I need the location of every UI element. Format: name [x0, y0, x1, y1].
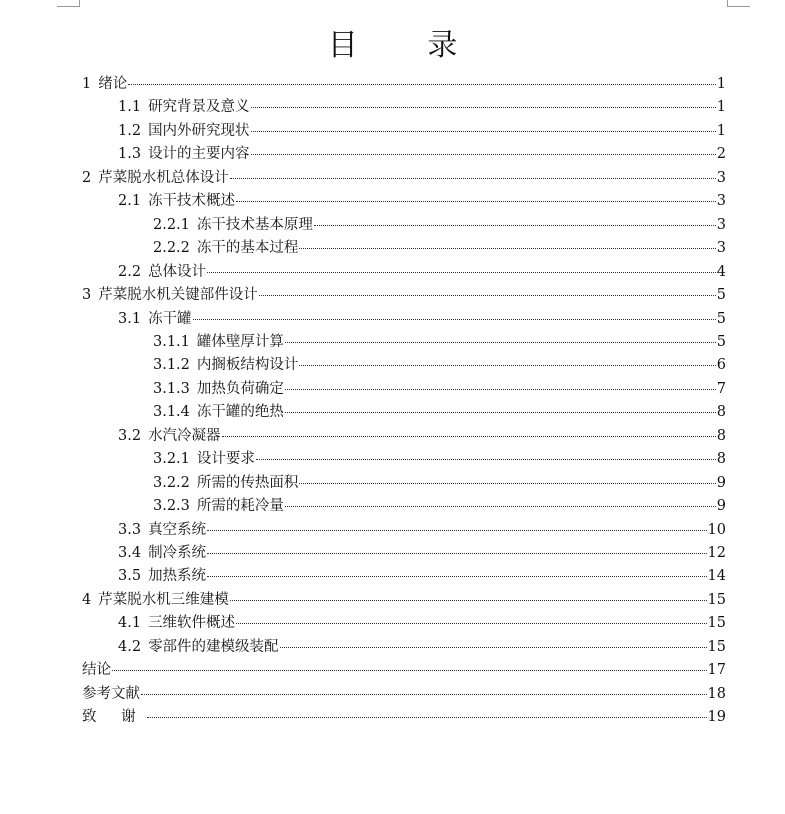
- toc-dot-leader: [299, 365, 715, 366]
- toc-entry-title: 参考文献: [82, 685, 140, 702]
- toc-entry-number: 2.1: [118, 193, 142, 210]
- toc-entry-page-number: 14: [707, 568, 726, 585]
- toc-dot-leader: [207, 530, 706, 531]
- toc-entry-number: 2: [82, 169, 92, 186]
- toc-dot-leader: [285, 506, 716, 507]
- toc-dot-leader: [256, 459, 716, 460]
- toc-dot-leader: [280, 647, 707, 648]
- toc-dot-leader: [236, 623, 706, 624]
- toc-entry-page-number: 2: [716, 146, 726, 163]
- toc-entry[interactable]: [118, 191, 726, 211]
- toc-dot-leader: [147, 717, 707, 718]
- toc-entry-number: 4: [82, 591, 92, 608]
- toc-entry[interactable]: [118, 426, 726, 446]
- toc-entry-number: 3.2.3: [153, 498, 190, 515]
- toc-entry-page-number: 12: [707, 545, 726, 561]
- toc-entry-page-number: 4: [716, 263, 726, 280]
- toc-entry-title: 芹菜脱水机关键部件设计: [98, 287, 258, 304]
- toc-entry-page-number: 15: [707, 591, 726, 608]
- toc-dot-leader: [230, 600, 707, 601]
- toc-entry-page-number: 15: [707, 638, 726, 655]
- toc-dot-leader: [207, 553, 706, 554]
- toc-dot-leader: [259, 295, 716, 296]
- toc-entry-number: 1: [82, 76, 92, 92]
- toc-dot-leader: [299, 483, 715, 484]
- toc-entry-number: 3.4: [118, 545, 142, 561]
- toc-entry-page-number: 17: [707, 662, 726, 679]
- toc-entry[interactable]: [153, 215, 726, 235]
- toc-dot-leader: [314, 225, 716, 226]
- toc-entry-page-number: 8: [716, 427, 726, 444]
- toc-entry-page-number: 5: [716, 310, 726, 327]
- toc-entry-number: 3.1: [118, 310, 142, 327]
- toc-entry-title: 研究背景及意义: [148, 99, 250, 116]
- toc-entry[interactable]: [82, 684, 726, 704]
- toc-dot-leader: [285, 342, 716, 343]
- toc-entry-title: 三维软件概述: [148, 615, 236, 632]
- page-corner-mark-left: [57, 0, 80, 7]
- toc-entry-page-number: 15: [707, 615, 726, 632]
- toc-entry[interactable]: [82, 660, 726, 680]
- toc-entry-number: 3.1.1: [153, 333, 190, 350]
- toc-entry-number: 1.2: [118, 122, 142, 139]
- toc-entry-title: 内搁板结构设计: [196, 357, 299, 374]
- toc-entry-page-number: 9: [716, 498, 726, 515]
- toc-entry[interactable]: [153, 402, 726, 422]
- toc-entry-page-number: 9: [716, 474, 726, 491]
- toc-entry[interactable]: [153, 473, 726, 493]
- toc-entry-page-number: 5: [716, 287, 726, 304]
- toc-entry-page-number: 18: [707, 685, 726, 702]
- toc-entry[interactable]: [118, 637, 726, 657]
- toc-dot-leader: [251, 107, 716, 108]
- toc-entry-number: 3: [82, 287, 92, 304]
- toc-entry[interactable]: [118, 543, 726, 563]
- toc-entry-page-number: 3: [716, 216, 726, 233]
- toc-entry-page-number: 1: [716, 99, 726, 116]
- toc-entry-title: 绪论: [98, 76, 128, 92]
- toc-entry-title: 零部件的建模级装配: [148, 638, 279, 655]
- toc-entry[interactable]: [153, 238, 726, 258]
- toc-entry[interactable]: [82, 707, 726, 727]
- toc-dot-leader: [251, 154, 716, 155]
- toc-entry[interactable]: [153, 332, 726, 352]
- toc-entry[interactable]: [118, 309, 726, 329]
- toc-entry-title: 国内外研究现状: [148, 122, 250, 139]
- toc-dot-leader: [128, 84, 716, 85]
- toc-dot-leader: [236, 201, 716, 202]
- toc-dot-leader: [222, 436, 716, 437]
- toc-entry[interactable]: [82, 168, 726, 188]
- toc-entry-title: 加热系统: [148, 568, 207, 585]
- toc-dot-leader: [299, 248, 715, 249]
- toc-entry[interactable]: [118, 613, 726, 633]
- toc-entry-page-number: 10: [707, 521, 726, 538]
- toc-entry-number: 3.5: [118, 568, 142, 585]
- toc-entry-page-number: 8: [716, 404, 726, 421]
- toc-entry[interactable]: [153, 496, 726, 516]
- toc-entry-title: 制冷系统: [148, 545, 207, 561]
- toc-entry-title: 水汽冷凝器: [148, 427, 221, 444]
- toc-entry-page-number: 8: [716, 451, 726, 468]
- toc-entry-title: 真空系统: [148, 521, 207, 538]
- toc-entry-title: 冻干罐: [148, 310, 192, 327]
- toc-entry[interactable]: [153, 449, 726, 469]
- toc-entry-page-number: 3: [716, 240, 726, 257]
- toc-entry-page-number: 1: [716, 122, 726, 139]
- toc-entry-page-number: 19: [707, 709, 726, 726]
- toc-entry[interactable]: [118, 121, 726, 141]
- toc-dot-leader: [141, 694, 707, 695]
- toc-entry-title: 总体设计: [148, 263, 207, 280]
- toc-entry[interactable]: [82, 74, 726, 94]
- toc-entry-number: 2.2: [118, 263, 142, 280]
- toc-entry-page-number: 3: [716, 169, 726, 186]
- toc-entry[interactable]: [153, 379, 726, 399]
- toc-entry-title: 结论: [82, 662, 111, 679]
- toc-entry-number: 1.3: [118, 146, 142, 163]
- toc-entry[interactable]: [82, 590, 726, 610]
- toc-entry[interactable]: [118, 520, 726, 540]
- toc-entry-title: 芹菜脱水机总体设计: [98, 169, 229, 186]
- toc-entry-number: 4.2: [118, 638, 142, 655]
- toc-entry-page-number: 1: [716, 76, 726, 92]
- toc-entry-number: 3.2.2: [153, 474, 190, 491]
- toc-dot-leader: [207, 576, 706, 577]
- toc-entry-page-number: 5: [716, 333, 726, 350]
- toc-entry-number: 1.1: [118, 99, 142, 116]
- toc-entry-title: 芹菜脱水机三维建模: [98, 591, 229, 608]
- toc-entry-title: 所需的传热面积: [196, 474, 299, 491]
- toc-entry[interactable]: [118, 262, 726, 282]
- toc-entry-title: 罐体壁厚计算: [196, 333, 284, 350]
- toc-entry-title: 所需的耗冷量: [196, 498, 284, 515]
- toc-dot-leader: [251, 131, 716, 132]
- toc-entry-number: 2.2.2: [153, 240, 190, 257]
- toc-entry-title: 设计要求: [196, 451, 255, 468]
- toc-entry[interactable]: [118, 144, 726, 164]
- toc-entry-number: 3.1.4: [153, 404, 190, 421]
- toc-dot-leader: [230, 178, 716, 179]
- toc-entry-number: 3.2.1: [153, 451, 190, 468]
- toc-entry[interactable]: [82, 285, 726, 305]
- toc-entry[interactable]: [118, 97, 726, 117]
- toc-entry-title: 设计的主要内容: [148, 146, 250, 163]
- toc-entry-title: 冻干技术概述: [148, 193, 236, 210]
- toc-entry-title: 冻干的基本过程: [196, 240, 299, 257]
- toc-entry-title: 加热负荷确定: [196, 380, 284, 397]
- toc-entry-page-number: 7: [716, 380, 726, 397]
- toc-entry-number: 3.2: [118, 427, 142, 444]
- toc-entry-number: 4.1: [118, 615, 142, 632]
- toc-entry-title: 冻干罐的绝热: [196, 404, 284, 421]
- toc-entry-title: 冻干技术基本原理: [196, 216, 313, 233]
- toc-entry-number: 3.3: [118, 521, 142, 538]
- toc-dot-leader: [285, 412, 716, 413]
- toc-entry-page-number: 6: [716, 357, 726, 374]
- toc-entry[interactable]: [153, 355, 726, 375]
- toc-dot-leader: [112, 670, 707, 671]
- toc-entry[interactable]: [118, 566, 726, 586]
- toc-entry-page-number: 3: [716, 193, 726, 210]
- page-corner-mark-right: [727, 0, 750, 7]
- toc-entry-number: 3.1.2: [153, 357, 190, 374]
- toc-entry-title: 致 谢: [82, 709, 146, 726]
- toc-dot-leader: [207, 272, 716, 273]
- toc-title: 目 录: [327, 28, 488, 63]
- toc-dot-leader: [285, 389, 716, 390]
- toc-dot-leader: [193, 319, 716, 320]
- toc-entry-number: 3.1.3: [153, 380, 190, 397]
- toc-entry-number: 2.2.1: [153, 216, 190, 233]
